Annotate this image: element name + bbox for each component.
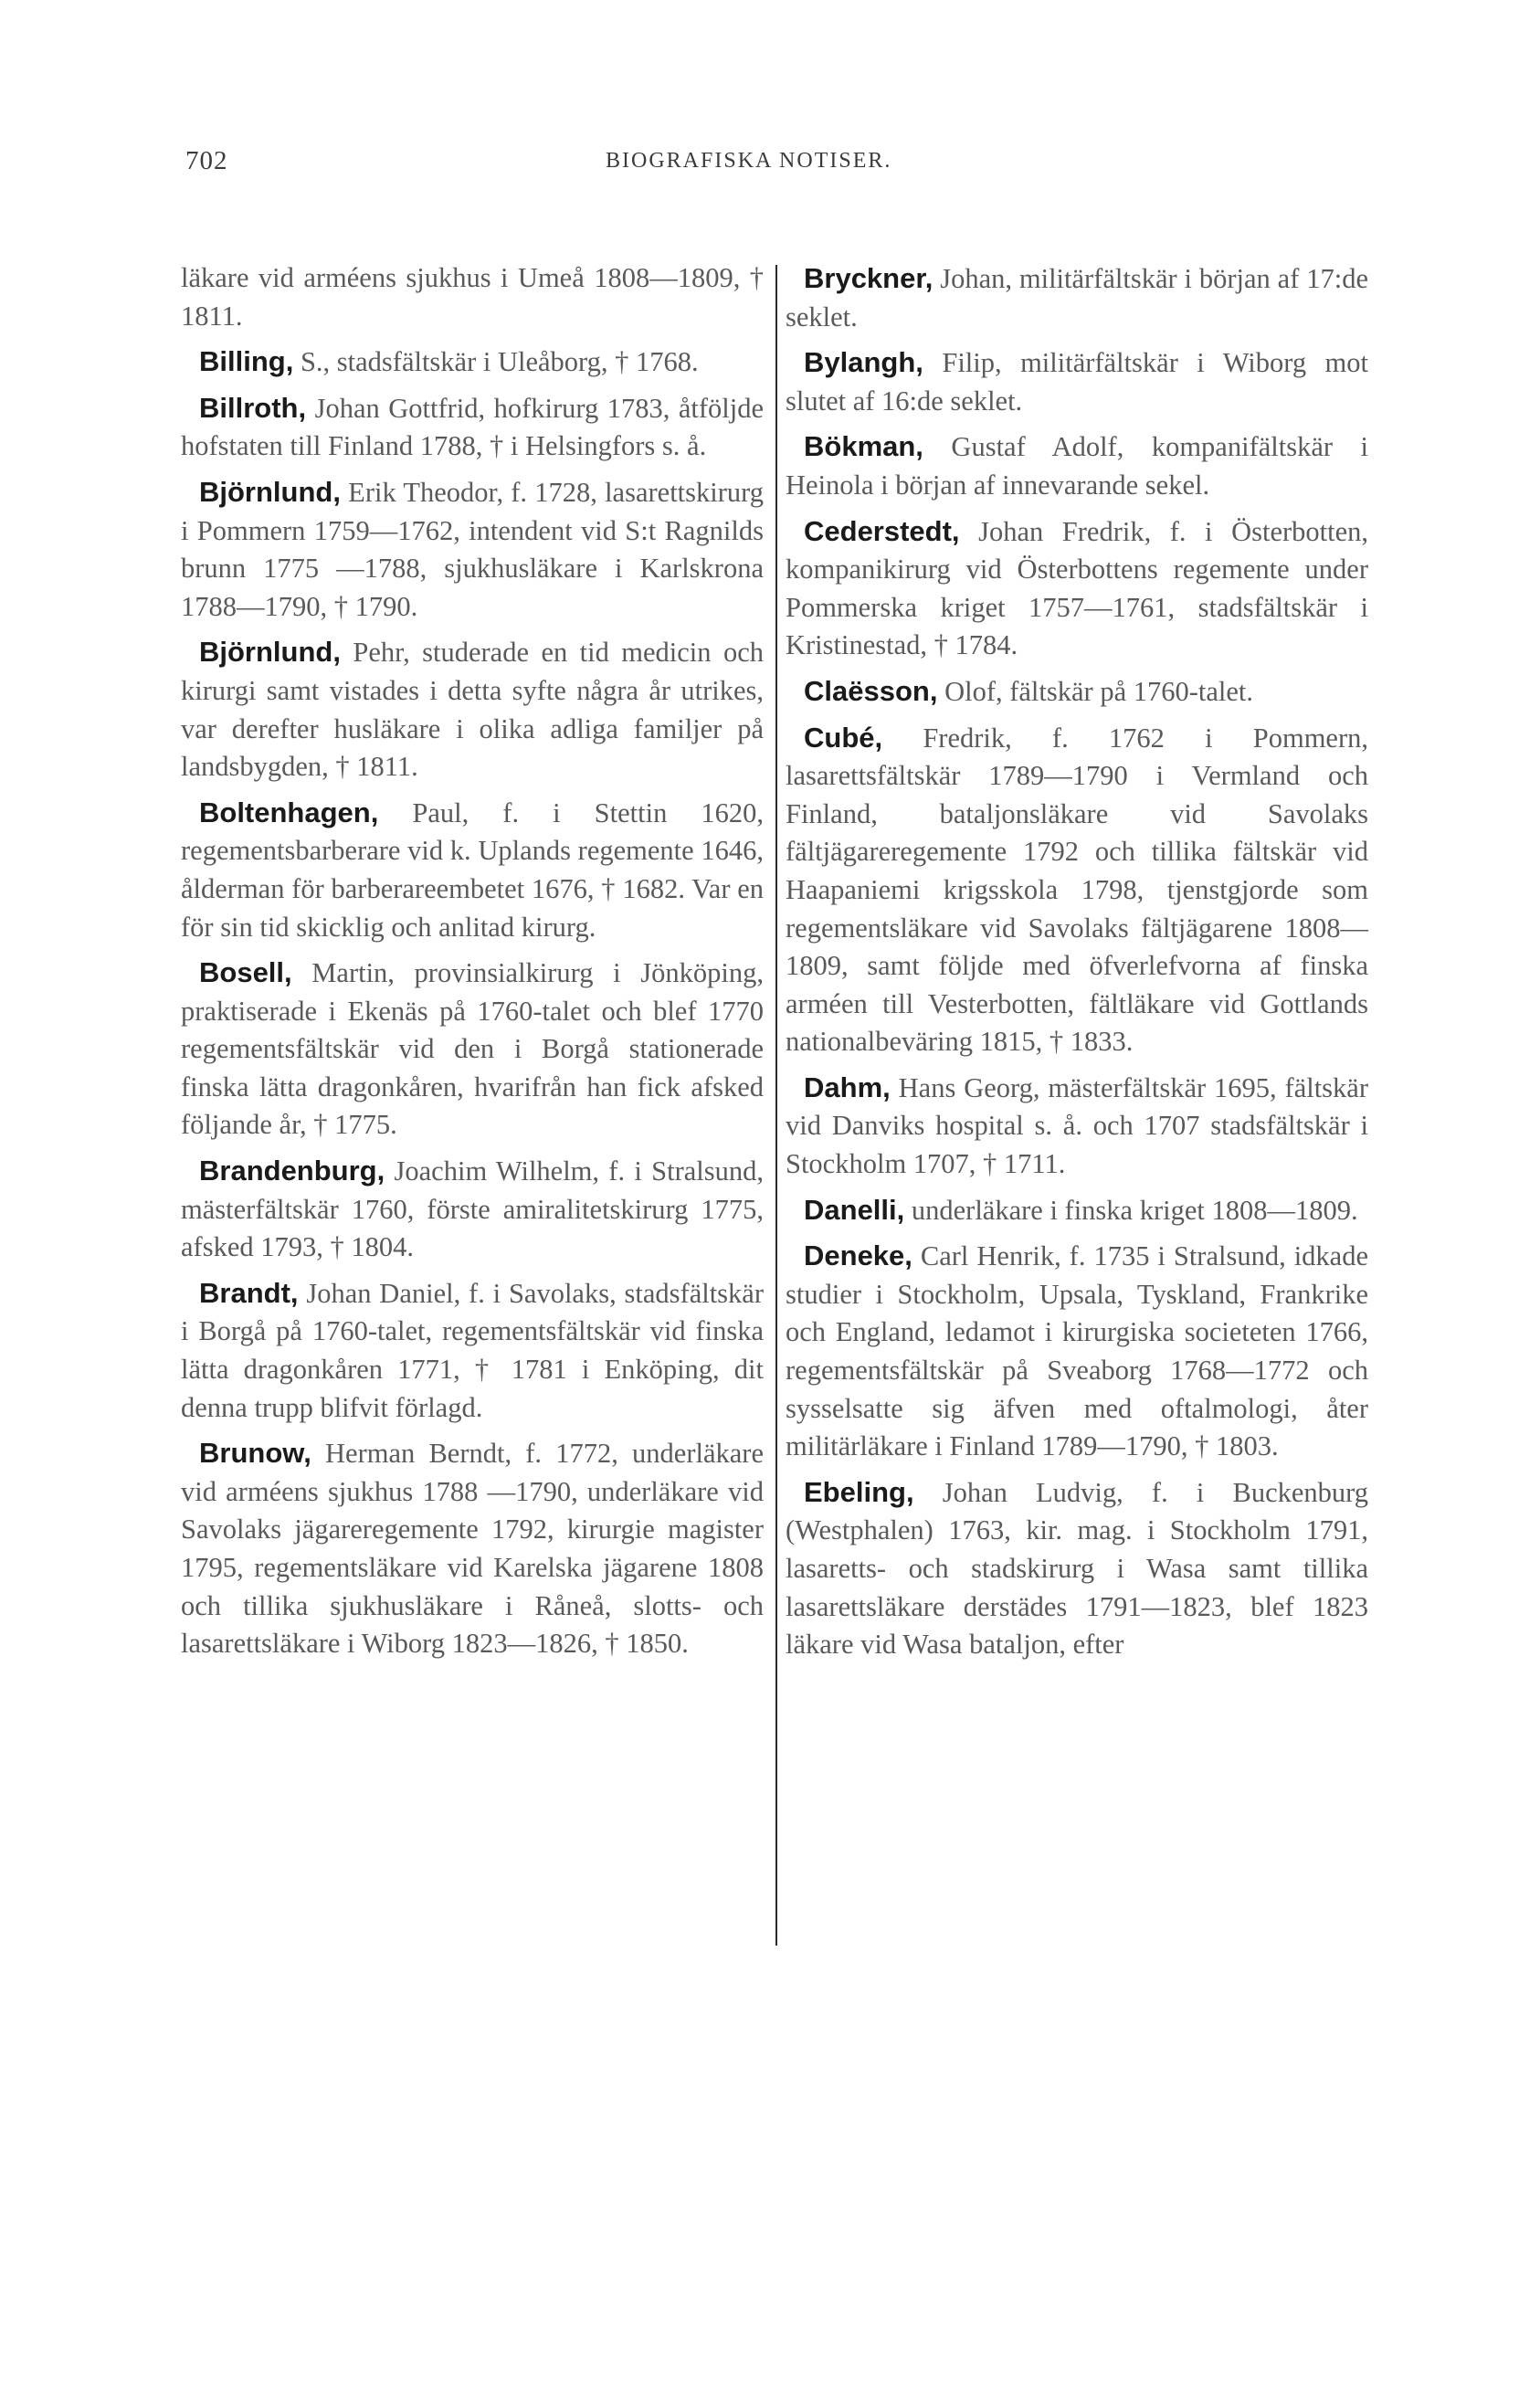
entry-text: Paul, f. i Stettin 1620, regementsbarberare vid k. Uplands regemente 1646, ålderman för barberareembetet 1676, † 1682. Var en för sin tid skicklig och anlitad kirurg. [181, 796, 764, 943]
entry-text: Johan, militärfältskär i början af 17:de seklet. [786, 263, 1368, 332]
entry-name: Boltenhagen, [199, 796, 379, 828]
entry-text: Joachim Wilhelm, f. i Stralsund, mästerfältskär 1760, förste amiralitetskirurg 1775, afsked 1793, † 1804. [181, 1155, 764, 1263]
entry-name: Brandt, [199, 1276, 299, 1309]
entry-bokman [786, 427, 1368, 504]
entry-name: Bökman, [804, 430, 923, 463]
entry-text: Gustaf Adolf, kompanifältskär i Heinola i början af innevarande sekel. [786, 431, 1368, 501]
entry-name: Björnlund, [199, 636, 341, 669]
entry-name: Brunow, [199, 1437, 311, 1470]
entry-name: Ebeling, [804, 1475, 914, 1508]
entry-brandenburg [181, 1152, 764, 1267]
entry-ebeling [786, 1473, 1368, 1664]
page-header [0, 146, 1540, 183]
entry-billroth [181, 389, 764, 466]
entry-text: Carl Henrik, f. 1735 i Stralsund, idkade studier i Stockholm, Upsala, Tyskland, Frankrike och England, ledamot i kirurgiska societeten 1766, regementsfältskär på Sveaborg 1768—1772 och sysselsatte sig äfven med oftalmologi, åter militärläkare i Finland 1789—1790, † 1803. [786, 1240, 1368, 1462]
entry-name: Billing, [199, 345, 294, 378]
entry-deneke [786, 1237, 1368, 1466]
entry-text: läkare vid arméens sjukhus i Umeå 1808—1809, † 1811. [181, 262, 764, 332]
entry-text: Erik Theodor, f. 1728, lasarettskirurg i Pommern 1759—1762, intendent vid S:t Ragnilds brunn 1775 —1788, sjukhusläkare i Karlskrona 1788—1790, † 1790. [181, 476, 764, 622]
page-number: 702 [185, 146, 228, 175]
entry-text: Johan Daniel, f. i Savolaks, stadsfältskär i Borgå på 1760-talet, regementsfältskär vid finska lätta dragonkåren 1771, † 1781 i Enköping, dit denna trupp blifvit förlagd. [181, 1277, 764, 1423]
entry-boltenhagen [181, 794, 764, 946]
entry-name: Danelli, [804, 1193, 905, 1226]
entry-brunow [181, 1434, 764, 1663]
entry-billing [181, 343, 764, 382]
right-column [786, 259, 1368, 1672]
entry-brandt [181, 1274, 764, 1427]
entry-bjornlund-erik [181, 473, 764, 626]
entry-name: Deneke, [804, 1239, 912, 1272]
entry-text: Johan Gottfrid, hofkirurg 1783, åtföljde hofstaten till Finland 1788, † i Helsingfors s. å. [181, 392, 764, 462]
entry-claesson [786, 672, 1368, 712]
entry-dahm [786, 1069, 1368, 1184]
entry-text: underläkare i finska kriget 1808—1809. [904, 1194, 1358, 1226]
entry-text: Herman Berndt, f. 1772, underläkare vid arméens sjukhus 1788 —1790, underläkare vid Savolaks jägareregemente 1792, kirurgie magister 1795, regementsläkare vid Karelska jägarene 1808 och tillika sjukhusläkare i Råneå, slotts- och lasarettsläkare i Wiborg 1823—1826, † 1850. [181, 1438, 764, 1660]
entry-name: Cederstedt, [804, 514, 960, 547]
entry-cube [786, 719, 1368, 1061]
entry-name: Claësson, [804, 674, 938, 707]
entry-text: Johan Fredrik, f. i Österbotten, kompanikirurg vid Österbottens regemente under Pommerska kriget 1757—1761, stadsfältskär i Kristinestad, † 1784. [786, 515, 1368, 661]
left-column [181, 259, 764, 1671]
entry-name: Billroth, [199, 391, 307, 424]
running-title: BIOGRAFISKA NOTISER. [606, 149, 892, 173]
entry-name: Cubé, [804, 721, 883, 754]
entry-text: Fredrik, f. 1762 i Pommern, lasarettsfältskär 1789—1790 i Vermland och Finland, bataljonsläkare vid Savolaks fältjägareregemente 1792 och tillika fältskär vid Haapaniemi krigsskola 1798, tjenstgjorde som regementsläkare vid Savolaks fältjägarene 1808—1809, samt följde med öfverlefvorna af finska arméen till Vesterbotten, fältläkare vid Gottlands nationalbeväring 1815, † 1833. [786, 722, 1368, 1058]
entry-text: Pehr, studerade en tid medicin och kirurgi samt vistades i detta syfte några år utrikes, var derefter husläkare i olika adliga familjer på landsbygden, † 1811. [181, 637, 764, 783]
entry-text: Filip, militärfältskär i Wiborg mot slutet af 16:de seklet. [786, 347, 1368, 417]
entry-name: Bryckner, [804, 262, 933, 294]
entry-name: Dahm, [804, 1071, 891, 1103]
entry-text: Olof, fältskär på 1760-talet. [937, 675, 1254, 707]
entry-name: Bylangh, [804, 346, 923, 379]
entry-bryckner [786, 259, 1368, 336]
column-divider [775, 265, 777, 1946]
entry-bjornlund-pehr [181, 633, 764, 786]
entry-name: Björnlund, [199, 475, 341, 508]
entry-cederstedt [786, 512, 1368, 665]
entry-text: Johan Ludvig, f. i Buckenburg (Westphalen) 1763, kir. mag. i Stockholm 1791, lasaretts- och stadskirurg i Wasa samt tillika lasarettsläkare derstädes 1791—1823, blef 1823 läkare vid Wasa bataljon, efter [786, 1476, 1368, 1661]
entry-text: Martin, provinsialkirurg i Jönköping, praktiserade i Ekenäs på 1760-talet och blef 1770 regementsfältskär vid den i Borgå stationerade finska lätta dragonkåren, hvarifrån han fick afsked följande år, † 1775. [181, 957, 764, 1141]
entry-danelli [786, 1191, 1368, 1230]
entry-bosell [181, 954, 764, 1145]
entry-name: Brandenburg, [199, 1155, 385, 1187]
entry-name: Bosell, [199, 956, 292, 989]
entry-text: S., stadsfältskär i Uleåborg, † 1768. [293, 346, 699, 378]
entry-continuation [181, 259, 764, 335]
entry-text: Hans Georg, mästerfältskär 1695, fältskär vid Danviks hospital s. å. och 1707 stadsfältskär i Stockholm 1707, † 1711. [786, 1071, 1368, 1180]
entry-bylangh [786, 343, 1368, 420]
